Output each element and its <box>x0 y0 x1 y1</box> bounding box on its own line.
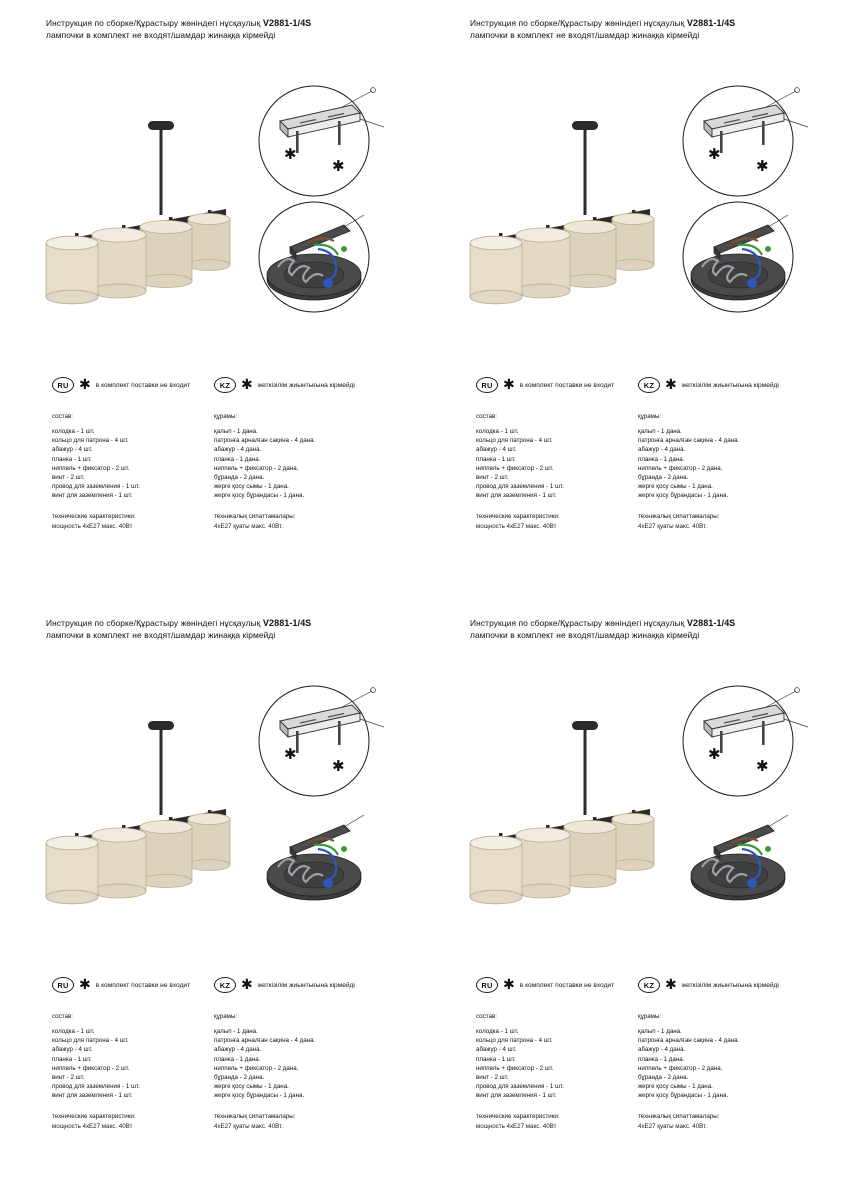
svg-text:✱: ✱ <box>332 157 345 175</box>
header-title-text: Инструкция по сборке/Құрастыру жөніндегі нұсқаулық <box>46 18 263 28</box>
ceiling-wiring-figure <box>656 175 821 340</box>
list-item: винт для заземления - 1 шт. <box>476 1092 557 1100</box>
list-item: ниппель + фиксатор - 2 дана. <box>638 464 723 472</box>
lamp-figure <box>454 113 669 313</box>
spec-items-ru <box>52 427 222 501</box>
header-line-model <box>46 618 400 630</box>
list-item: винт - 2 шт. <box>52 1074 85 1082</box>
tech-block-kz <box>214 1113 384 1131</box>
list-item: қалып - 1 дана. <box>214 1028 258 1035</box>
model-number: V2881-1/4S <box>262 18 312 28</box>
legend-ru-text: в комплект поставки не входит <box>519 981 615 989</box>
list-item: планка - 1 шт. <box>52 1055 92 1063</box>
spec-items-ru <box>476 427 646 501</box>
figure-group <box>24 663 400 963</box>
list-item: бұранда - 2 дана. <box>214 474 265 482</box>
tech-title-kz: техникалық сипаттамалары: <box>214 512 296 520</box>
tech-value-ru: мощность 4хЕ27 макс. 40Вт <box>476 1122 557 1130</box>
panel-header <box>46 18 400 41</box>
tech-value-kz: 4хЕ27 қуаты макс. 40Вт. <box>638 1122 707 1130</box>
spec-title-kz: құрамы: <box>214 1013 238 1020</box>
list-item: провод для заземления - 1 шт. <box>476 483 564 491</box>
model-number: V2881-1/4S <box>686 18 736 28</box>
list-item: ниппель + фиксатор - 2 шт. <box>476 1064 554 1072</box>
list-item: винт - 2 шт. <box>476 1074 509 1082</box>
legend-row <box>448 977 824 1003</box>
spec-lists <box>24 413 400 563</box>
ru-badge: RU <box>476 977 498 993</box>
list-item: винт для заземления - 1 шт. <box>52 1092 133 1100</box>
svg-text:✱: ✱ <box>708 745 721 763</box>
list-item: планка - 1 дана. <box>638 455 685 463</box>
tech-block-ru <box>476 1113 646 1131</box>
tech-title-ru: технические характеристики: <box>52 512 136 520</box>
spec-title-kz: құрамы: <box>214 413 238 420</box>
tech-value-ru: мощность 4хЕ27 макс. 40Вт <box>52 522 133 530</box>
legend-ru <box>52 977 190 993</box>
legend-row <box>24 977 400 1003</box>
legend-kz-text: жеткізілім жиынтығына кірмейді <box>257 381 355 389</box>
list-item: кольцо для патрона - 4 шт. <box>476 437 553 445</box>
legend-kz-text: жеткізілім жиынтығына кірмейді <box>681 381 779 389</box>
figure-group <box>24 63 400 363</box>
instruction-panel <box>424 600 848 1200</box>
list-item: кольцо для патрона - 4 шт. <box>52 1037 129 1045</box>
legend-ru-text: в комплект поставки не входит <box>519 381 615 389</box>
tech-title-kz: техникалық сипаттамалары: <box>638 1112 720 1120</box>
spec-lists <box>448 413 824 563</box>
asterisk-icon: ✱ <box>503 977 515 993</box>
panel-header <box>470 18 824 41</box>
list-item: абажур - 4 шт. <box>476 446 517 454</box>
spec-list-ru <box>52 1013 222 1131</box>
asterisk-icon: ✱ <box>503 377 515 393</box>
tech-title-ru: технические характеристики: <box>52 1112 136 1120</box>
kz-badge: KZ <box>638 977 660 993</box>
lamp-figure <box>30 713 245 913</box>
tech-block-kz <box>638 513 808 531</box>
list-item: абажур - 4 дана. <box>638 446 686 454</box>
list-item: патронға арналған сақина - 4 дана. <box>214 1037 316 1045</box>
header-title-text: Инструкция по сборке/Құрастыру жөніндегі нұсқаулық <box>470 618 687 628</box>
panel-header <box>46 618 400 641</box>
list-item: колодка - 1 шт. <box>476 428 519 435</box>
list-item: винт - 2 шт. <box>476 474 509 482</box>
kz-badge: KZ <box>638 377 660 393</box>
instruction-panel <box>424 0 848 600</box>
tech-title-kz: техникалық сипаттамалары: <box>214 1112 296 1120</box>
header-line-note: лампочки в комплект не входят/шамдар жинаққа кірмейді <box>470 629 700 640</box>
list-item: жерге қосу сымы - 1 дана. <box>638 1083 713 1091</box>
list-item: патронға арналған сақина - 4 дана. <box>638 1037 740 1045</box>
kz-badge: KZ <box>214 377 236 393</box>
legend-ru-text: в комплект поставки не входит <box>95 981 191 989</box>
list-item: ниппель + фиксатор - 2 шт. <box>52 464 130 472</box>
tech-title-kz: техникалық сипаттамалары: <box>638 512 720 520</box>
list-item: ниппель + фиксатор - 2 дана. <box>214 464 299 472</box>
list-item: планка - 1 шт. <box>476 455 516 463</box>
tech-value-kz: 4хЕ27 қуаты макс. 40Вт. <box>214 1122 283 1130</box>
legend-row <box>448 377 824 403</box>
list-item: жерге қосу бұрандасы - 1 дана. <box>638 492 729 500</box>
legend-kz <box>214 977 355 993</box>
model-number: V2881-1/4S <box>686 618 736 628</box>
header-line-note: лампочки в комплект не входят/шамдар жинаққа кірмейді <box>46 629 276 640</box>
spec-list-ru <box>476 1013 646 1131</box>
list-item: патронға арналған сақина - 4 дана. <box>638 437 740 445</box>
asterisk-icon: ✱ <box>79 977 91 993</box>
legend-ru-text: в комплект поставки не входит <box>95 381 191 389</box>
legend-kz <box>638 977 779 993</box>
list-item: планка - 1 дана. <box>214 455 261 463</box>
tech-value-kz: 4хЕ27 қуаты макс. 40Вт. <box>638 522 707 530</box>
legend-kz <box>638 377 779 393</box>
tech-block-ru <box>52 513 222 531</box>
list-item: жерге қосу бұрандасы - 1 дана. <box>214 1092 305 1100</box>
list-item: планка - 1 шт. <box>52 455 92 463</box>
spec-lists <box>448 1013 824 1163</box>
header-line-model <box>470 18 824 30</box>
spec-title-kz: құрамы: <box>638 1013 662 1020</box>
kz-badge: KZ <box>214 977 236 993</box>
ceiling-wiring-figure <box>232 175 397 340</box>
spec-title-ru: состав: <box>476 413 497 420</box>
legend-kz <box>214 377 355 393</box>
list-item: винт - 2 шт. <box>52 474 85 482</box>
svg-text:✱: ✱ <box>756 157 769 175</box>
list-item: жерге қосу сымы - 1 дана. <box>638 483 713 491</box>
list-item: жерге қосу бұрандасы - 1 дана. <box>638 1092 729 1100</box>
spec-list-ru <box>52 413 222 531</box>
spec-items-ru <box>476 1027 646 1101</box>
instruction-panel <box>0 0 424 600</box>
spec-items-kz <box>638 1027 808 1101</box>
svg-text:✱: ✱ <box>284 745 297 763</box>
asterisk-icon: ✱ <box>241 377 253 393</box>
tech-block-kz <box>214 513 384 531</box>
list-item: провод для заземления - 1 шт. <box>476 1083 564 1091</box>
list-item: ниппель + фиксатор - 2 шт. <box>476 464 554 472</box>
spec-list-kz <box>214 1013 384 1131</box>
list-item: абажур - 4 дана. <box>214 1046 262 1054</box>
ceiling-wiring-figure <box>656 775 821 940</box>
list-item: провод для заземления - 1 шт. <box>52 1083 140 1091</box>
spec-list-kz <box>638 413 808 531</box>
list-item: бұранда - 2 дана. <box>214 1074 265 1082</box>
asterisk-icon: ✱ <box>79 377 91 393</box>
svg-text:✱: ✱ <box>332 757 345 775</box>
list-item: қалып - 1 дана. <box>214 428 258 435</box>
spec-items-kz <box>638 427 808 501</box>
tech-value-ru: мощность 4хЕ27 макс. 40Вт <box>476 522 557 530</box>
list-item: абажур - 4 шт. <box>52 446 93 454</box>
tech-title-ru: технические характеристики: <box>476 1112 560 1120</box>
svg-text:✱: ✱ <box>756 757 769 775</box>
header-line-model <box>470 618 824 630</box>
list-item: абажур - 4 шт. <box>52 1046 93 1054</box>
list-item: жерге қосу сымы - 1 дана. <box>214 483 289 491</box>
list-item: колодка - 1 шт. <box>52 1028 95 1035</box>
list-item: абажур - 4 дана. <box>638 1046 686 1054</box>
list-item: планка - 1 дана. <box>638 1055 685 1063</box>
spec-title-ru: состав: <box>476 1013 497 1020</box>
ru-badge: RU <box>52 977 74 993</box>
tech-block-ru <box>476 513 646 531</box>
header-line-note: лампочки в комплект не входят/шамдар жинаққа кірмейді <box>470 29 700 40</box>
list-item: провод для заземления - 1 шт. <box>52 483 140 491</box>
figure-group <box>448 63 824 363</box>
spec-items-kz <box>214 427 384 501</box>
header-line-model <box>46 18 400 30</box>
list-item: бұранда - 2 дана. <box>638 1074 689 1082</box>
legend-ru <box>476 377 614 393</box>
asterisk-icon: ✱ <box>241 977 253 993</box>
figure-group <box>448 663 824 963</box>
model-number: V2881-1/4S <box>262 618 312 628</box>
list-item: винт для заземления - 1 шт. <box>52 492 133 500</box>
list-item: колодка - 1 шт. <box>476 1028 519 1035</box>
list-item: жерге қосу сымы - 1 дана. <box>214 1083 289 1091</box>
list-item: патронға арналған сақина - 4 дана. <box>214 437 316 445</box>
instruction-panel <box>0 600 424 1200</box>
spec-title-ru: состав: <box>52 413 73 420</box>
ru-badge: RU <box>52 377 74 393</box>
spec-items-kz <box>214 1027 384 1101</box>
list-item: ниппель + фиксатор - 2 дана. <box>638 1064 723 1072</box>
legend-row <box>24 377 400 403</box>
svg-text:✱: ✱ <box>708 145 721 163</box>
list-item: қалып - 1 дана. <box>638 428 682 435</box>
list-item: абажур - 4 дана. <box>214 446 262 454</box>
list-item: ниппель + фиксатор - 2 шт. <box>52 1064 130 1072</box>
spec-title-ru: состав: <box>52 1013 73 1020</box>
list-item: жерге қосу бұрандасы - 1 дана. <box>214 492 305 500</box>
header-title-text: Инструкция по сборке/Құрастыру жөніндегі нұсқаулық <box>470 18 687 28</box>
tech-value-kz: 4хЕ27 қуаты макс. 40Вт. <box>214 522 283 530</box>
asterisk-icon: ✱ <box>665 377 677 393</box>
legend-ru <box>476 977 614 993</box>
list-item: колодка - 1 шт. <box>52 428 95 435</box>
legend-kz-text: жеткізілім жиынтығына кірмейді <box>681 981 779 989</box>
spec-list-ru <box>476 413 646 531</box>
header-title-text: Инструкция по сборке/Құрастыру жөніндегі нұсқаулық <box>46 618 263 628</box>
spec-lists <box>24 1013 400 1163</box>
spec-title-kz: құрамы: <box>638 413 662 420</box>
asterisk-icon: ✱ <box>665 977 677 993</box>
legend-kz-text: жеткізілім жиынтығына кірмейді <box>257 981 355 989</box>
lamp-figure <box>30 113 245 313</box>
list-item: абажур - 4 шт. <box>476 1046 517 1054</box>
lamp-figure <box>454 713 669 913</box>
ceiling-wiring-figure <box>232 775 397 940</box>
tech-title-ru: технические характеристики: <box>476 512 560 520</box>
legend-ru <box>52 377 190 393</box>
svg-text:✱: ✱ <box>284 145 297 163</box>
list-item: винт для заземления - 1 шт. <box>476 492 557 500</box>
list-item: кольцо для патрона - 4 шт. <box>52 437 129 445</box>
tech-value-ru: мощность 4хЕ27 макс. 40Вт <box>52 1122 133 1130</box>
list-item: кольцо для патрона - 4 шт. <box>476 1037 553 1045</box>
tech-block-kz <box>638 1113 808 1131</box>
header-line-note: лампочки в комплект не входят/шамдар жинаққа кірмейді <box>46 29 276 40</box>
list-item: планка - 1 дана. <box>214 1055 261 1063</box>
list-item: планка - 1 шт. <box>476 1055 516 1063</box>
spec-list-kz <box>214 413 384 531</box>
panel-header <box>470 618 824 641</box>
list-item: қалып - 1 дана. <box>638 1028 682 1035</box>
ru-badge: RU <box>476 377 498 393</box>
spec-list-kz <box>638 1013 808 1131</box>
list-item: бұранда - 2 дана. <box>638 474 689 482</box>
tech-block-ru <box>52 1113 222 1131</box>
spec-items-ru <box>52 1027 222 1101</box>
list-item: ниппель + фиксатор - 2 дана. <box>214 1064 299 1072</box>
